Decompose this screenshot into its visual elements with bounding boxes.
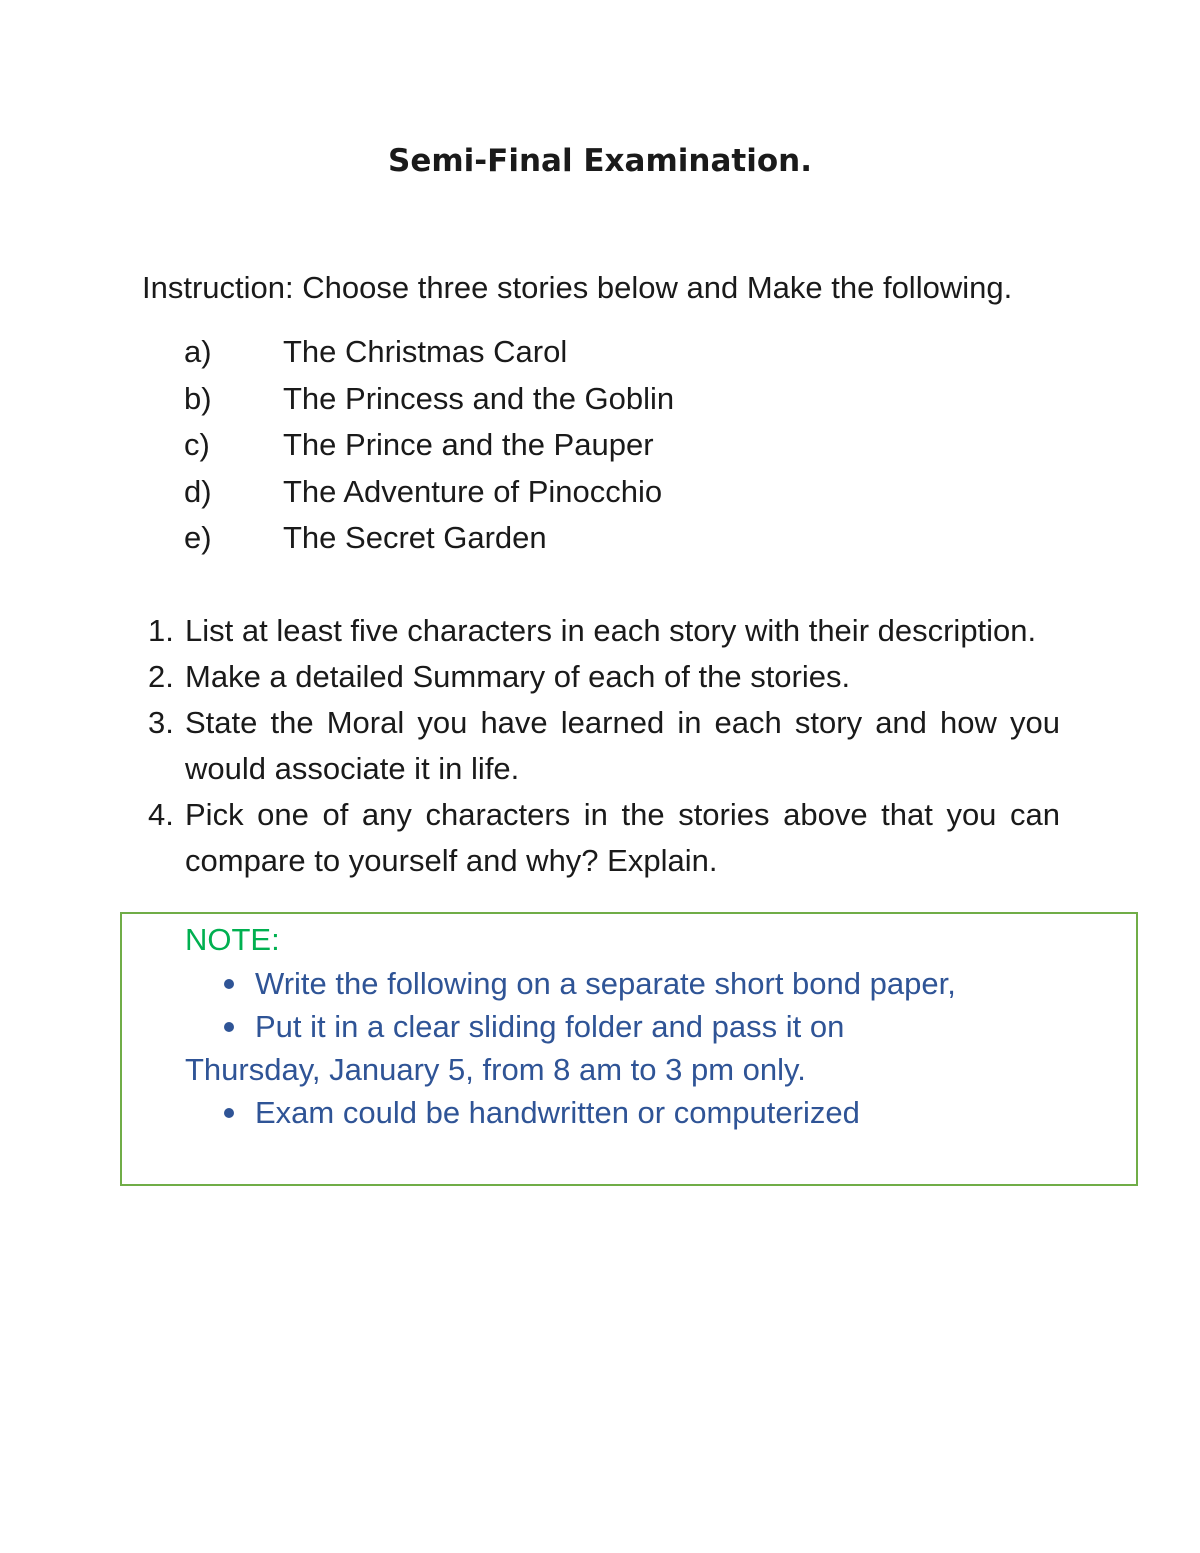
note-bullet-text: Put it in a clear sliding folder and pass it on [255,1009,845,1044]
story-item [184,379,674,426]
task-item [148,608,1060,654]
story-item [184,425,674,472]
bullet-icon [224,1022,234,1032]
instruction-text: Instruction: Choose three stories below and Make the following. [142,270,1013,305]
task-number: 1. [148,613,174,648]
bullet-icon [224,1108,234,1118]
story-letter: a) [184,334,212,369]
task-text: Make a detailed Summary of each of the stories. [185,659,851,694]
task-item [148,654,1060,700]
task-item [148,792,1060,884]
task-text: State the Moral you have learned in each story and how you would associate it in life. [185,705,1060,786]
story-letter: b) [184,380,212,416]
task-number: 2. [148,659,174,694]
note-bullet-text: Write the following on a separate short bond paper, [255,966,956,1001]
task-number: 3. [148,705,174,740]
story-item [184,332,674,379]
story-title: The Princess and the Goblin [283,380,675,416]
bullet-icon [224,979,234,989]
story-title: The Prince and the Pauper [283,427,654,462]
task-text: Pick one of any characters in the stories above that you can compare to yourself and why? Explain. [185,797,1060,878]
task-list [148,608,1060,884]
note-continuation-text: Thursday, January 5, from 8 am to 3 pm only. [185,1052,806,1087]
story-list [184,332,674,565]
story-letter: e) [184,520,212,555]
story-title: The Secret Garden [283,520,547,555]
story-letter: d) [184,473,212,509]
story-item [184,472,674,519]
note-title: NOTE: [185,922,280,957]
story-item [184,518,674,565]
story-title: The Christmas Carol [283,334,568,369]
note-bullet-text: Exam could be handwritten or computerized [255,1095,860,1130]
page-title: Semi-Final Examination. [388,143,812,179]
story-title: The Adventure of Pinocchio [283,473,663,509]
story-letter: c) [184,427,210,462]
task-number: 4. [148,797,174,832]
task-text: List at least five characters in each story with their description. [185,613,1037,648]
task-item [148,700,1060,792]
